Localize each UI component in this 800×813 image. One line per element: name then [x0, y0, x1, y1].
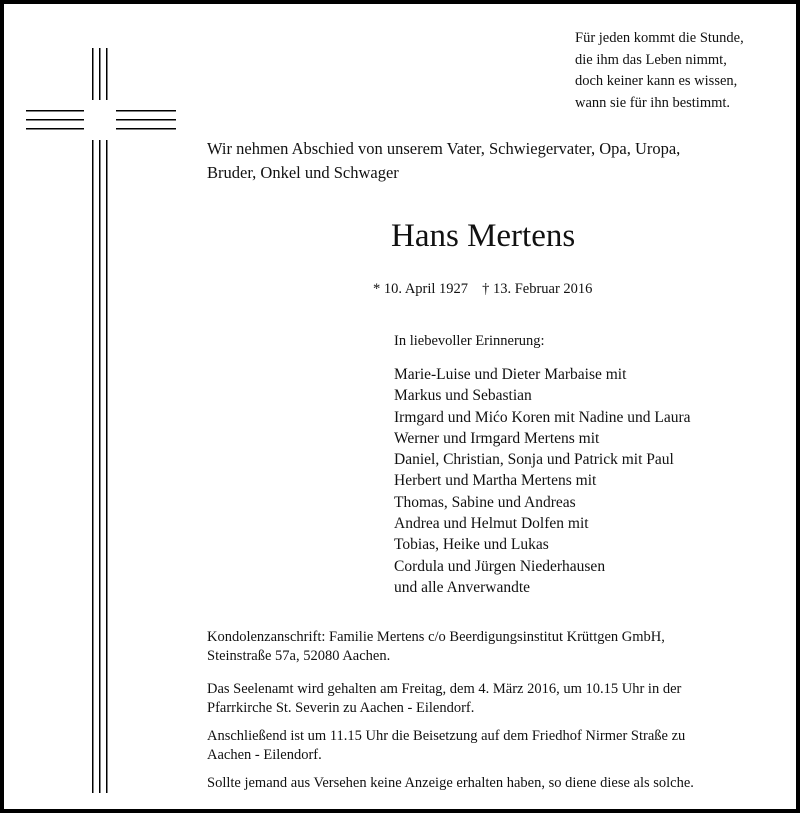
mourner-line: Andrea und Helmut Dolfen mit [394, 515, 589, 533]
requiem-line: Das Seelenamt wird gehalten am Freitag, dem 4. März 2016, um 10.15 Uhr in der [207, 681, 682, 697]
burial-line: Anschließend ist um 11.15 Uhr die Beisetzung auf dem Friedhof Nirmer Straße zu [207, 728, 686, 744]
deceased-name: Hans Mertens [391, 218, 576, 254]
mourner-line: Markus und Sebastian [394, 387, 532, 405]
closing-note [207, 774, 694, 793]
mourner-line: Cordula und Jürgen Niederhausen [394, 557, 606, 575]
mourner-line: und alle Anverwandte [394, 578, 531, 596]
farewell-intro [207, 137, 680, 185]
note-line: Sollte jemand aus Versehen keine Anzeige erhalten haben, so diene diese als solche. [207, 775, 694, 791]
cross-icon [26, 48, 176, 793]
mourner-line: Herbert und Martha Mertens mit [394, 472, 597, 490]
condolence-address [207, 628, 694, 666]
service-details [207, 628, 694, 802]
mourner-line: Marie-Luise und Dieter Marbaise mit [394, 366, 627, 383]
intro-line: Bruder, Onkel und Schwager [207, 163, 399, 182]
mourners-list [394, 364, 691, 598]
condolence-line: Kondolenzanschrift: Familie Mertens c/o Beerdigungsinstitut Krüttgen GmbH, [207, 629, 665, 645]
mourner-line: Thomas, Sabine und Andreas [394, 493, 576, 511]
intro-line: Wir nehmen Abschied von unserem Vater, Schwiegervater, Opa, Uropa, [207, 139, 681, 158]
poem-line: wann sie für ihn bestimmt. [575, 94, 731, 111]
birth-date: * 10. April 1927 [373, 281, 469, 297]
death-date: † 13. Februar 2016 [482, 281, 593, 297]
mourner-line: Werner und Irmgard Mertens mit [394, 429, 600, 447]
life-dates [373, 279, 592, 299]
condolence-line: Steinstraße 57a, 52080 Aachen. [207, 648, 391, 664]
requiem-info [207, 680, 694, 718]
mourner-line: Daniel, Christian, Sonja und Patrick mit Paul [394, 451, 674, 469]
mourner-line: Tobias, Heike und Lukas [394, 536, 549, 554]
requiem-line: Pfarrkirche St. Severin zu Aachen - Eilendorf. [207, 700, 475, 716]
burial-info [207, 727, 694, 765]
poem-line: Für jeden kommt die Stunde, [575, 30, 744, 46]
poem [575, 28, 744, 114]
burial-line: Aachen - Eilendorf. [207, 747, 322, 763]
memory-label: In liebevoller Erinnerung: [394, 333, 545, 349]
poem-line: die ihm das Leben nimmt, [575, 51, 727, 68]
poem-line: doch keiner kann es wissen, [575, 73, 738, 89]
mourner-line: Irmgard und Mićo Koren mit Nadine und Laura [394, 408, 691, 426]
